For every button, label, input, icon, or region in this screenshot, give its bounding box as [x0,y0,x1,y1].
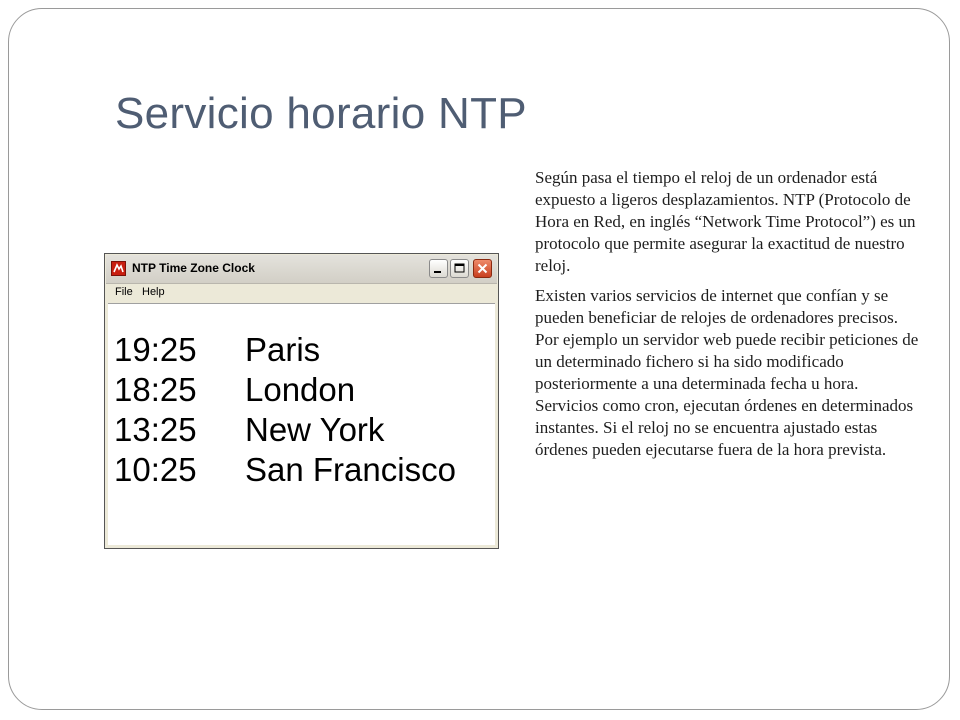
clock-display [108,303,495,545]
clock-city: London [245,371,356,408]
paragraph-ntp-uses: Existen varios servicios de internet que confían y se pueden beneficiar de relojes de ordenadores precisos. Por ejemplo un servidor web puede recibir peticiones de un determinado fichero si ha sido modificado posteriormente a una determinada fecha u hora. Servicios como cron, ejecutan órdenes en determinados instantes. Si el reloj no se encuentra ajustado estas órdenes pueden ejecutarse fuera de la hora prevista. [535,286,919,459]
minimize-icon [430,260,447,277]
paragraph-ntp-intro: Según pasa el tiempo el reloj de un ordenador está expuesto a ligeros desplazamientos. NTP (Protocolo de Hora en Red, en inglés “Network Time Protocol”) es un protocolo que permite asegurar la exactitud de nuestro reloj. [535,168,916,275]
maximize-button[interactable] [450,259,469,278]
close-button[interactable] [473,259,492,278]
ntp-clock-window [104,253,499,549]
window-titlebar[interactable] [106,255,497,284]
window-title: NTP Time Zone Clock [132,261,255,275]
minimize-button[interactable] [429,259,448,278]
clock-time: 19:25 [114,331,197,368]
clock-time: 13:25 [114,411,197,448]
menu-help[interactable]: Help [142,286,165,298]
slide [8,8,950,710]
clock-city: New York [245,411,385,448]
close-icon [474,260,491,277]
slide-body [535,167,921,469]
clock-time: 10:25 [114,451,197,488]
app-icon [111,261,126,276]
clock-city: Paris [245,331,321,368]
maximize-icon [451,260,468,277]
slide-title: Servicio horario NTP [115,89,527,138]
clock-time: 18:25 [114,371,197,408]
clock-city: San Francisco [245,451,456,488]
menu-bar [106,284,497,302]
menu-file[interactable]: File [115,286,133,298]
